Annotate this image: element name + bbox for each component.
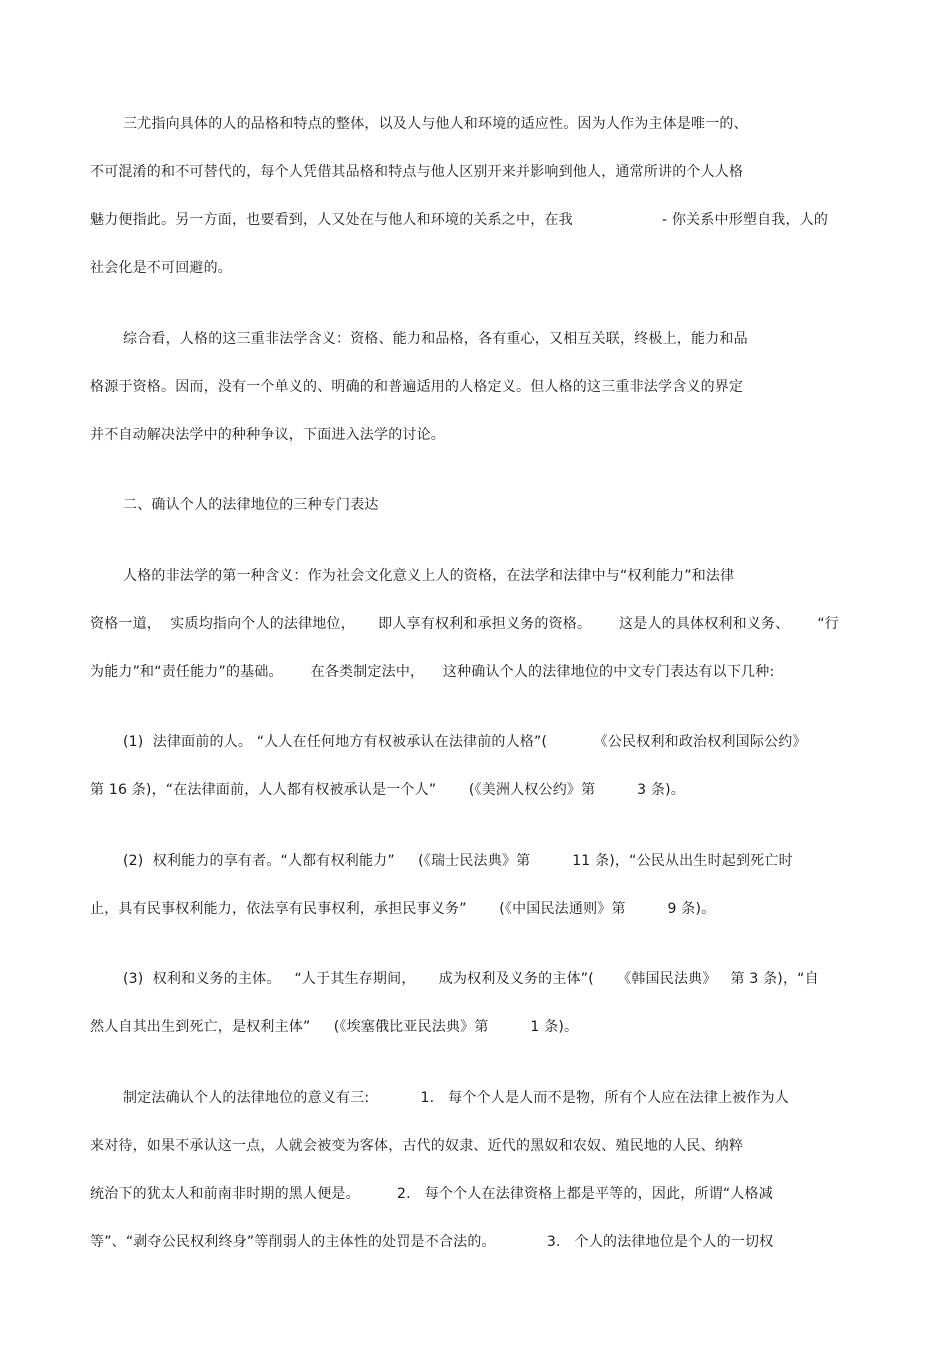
text-line: 三尤指向具体的人的品格和特点的整体，以及人与他人和环境的适应性。因为人作为主体是唯一的、	[123, 116, 748, 132]
text-line: 来对待，如果不承认这一点，人就会被变为客体，古代的奴隶、近代的黑奴和农奴、殖民地的人民、纳粹	[90, 1138, 744, 1154]
text-line: - 你关系中形塑自我，人的	[662, 212, 829, 228]
text-line: 人格的非法学的第一种含义：作为社会文化意义上人的资格，在法学和法律中与“权利能力”和法律	[123, 568, 735, 584]
text-line: 资格一道， 实质均指向个人的法律地位， 即人享有权利和承担义务的资格。 这是人的具体权利和义务、 “行	[90, 616, 840, 632]
text-line: 统治下的犹太人和前南非时期的黑人便是。 2. 每个个人在法律资格上都是平等的，因此，所谓“人格减	[90, 1186, 773, 1202]
text-line: (3) 权利和义务的主体。 “人于其生存期间， 成为权利及义务的主体”( 《韩国民法典》 第 3 条)，“自	[123, 971, 819, 987]
text-line: 第 16 条)，“在法律面前，人人都有权被承认是一个人” (《美洲人权公约》第 3 条)。	[90, 782, 685, 798]
text-line: 综合看，人格的这三重非法学含义：资格、能力和品格，各有重心，又相互关联，终极上，能力和品	[123, 331, 748, 347]
section-heading: 二、确认个人的法律地位的三种专门表达	[123, 497, 379, 513]
text-line: (2) 权利能力的享有者。“人都有权利能力” (《瑞士民法典》第 11 条)，“公民从出生时起到死亡时	[123, 853, 793, 869]
text-line: 并不自动解决法学中的种种争议，下面进入法学的讨论。	[90, 427, 445, 443]
text-line: (1) 法律面前的人。 “人人在任何地方有权被承认在法律前的人格”( 《公民权利和政治权利国际公约》	[123, 734, 807, 750]
text-line: 制定法确认个人的法律地位的意义有三: 1. 每个个人是人而不是物，所有个人应在法律上被作为人	[123, 1090, 789, 1106]
text-line: 止，具有民事权利能力，依法享有民事权利，承担民事义务” (《中国民法通则》第 9 条)。	[90, 901, 716, 917]
text-line: 社会化是不可回避的。	[90, 260, 232, 276]
text-line: 魅力便指此。另一方面，也要看到，人又处在与他人和环境的关系之中，在我	[90, 212, 573, 228]
text-line: 等”、“剥夺公民权利终身”等削弱人的主体性的处罚是不合法的。 3. 个人的法律地位是个人的一切权	[90, 1234, 774, 1250]
text-line: 为能力”和“责任能力”的基础。 在各类制定法中， 这种确认个人的法律地位的中文专门表达有以下几种:	[90, 664, 775, 680]
text-line: 不可混淆的和不可替代的，每个人凭借其品格和特点与他人区别开来并影响到他人，通常所讲的个人人格	[90, 164, 744, 180]
text-line: 格源于资格。因而，没有一个单义的、明确的和普遍适用的人格定义。但人格的这三重非法学含义的界定	[90, 379, 744, 395]
text-line: 然人自其出生到死亡，是权利主体” (《埃塞俄比亚民法典》第 1 条)。	[90, 1019, 579, 1035]
